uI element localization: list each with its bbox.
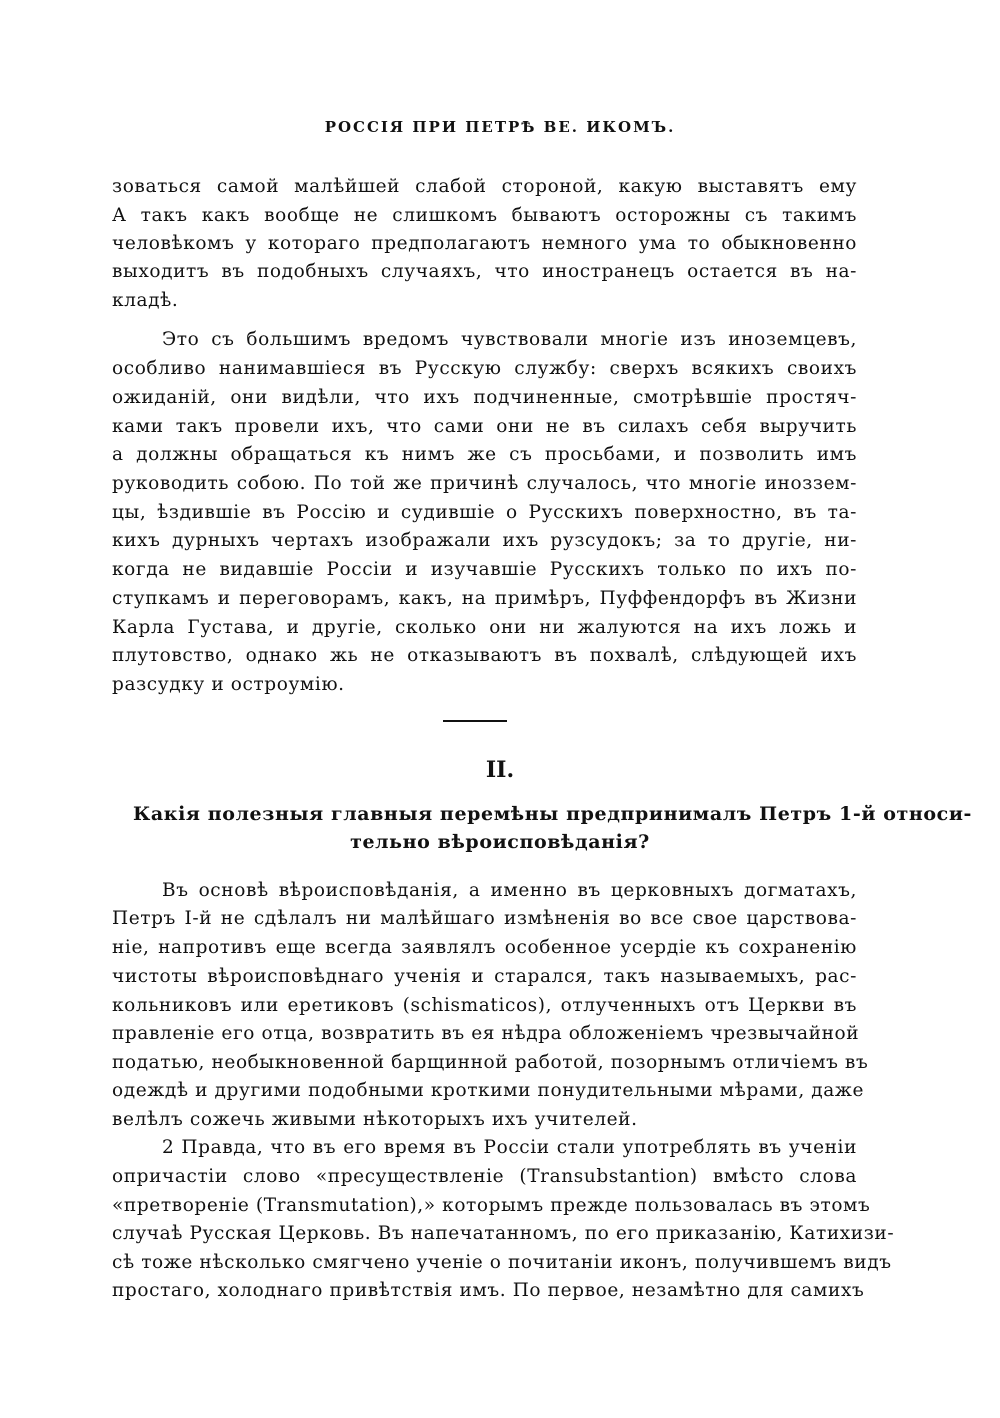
text-line: руководить собою. По той же причинѣ случалось, что многіе иноззем- <box>112 473 857 494</box>
text-line: 2 Правда, что въ его время въ Россіи стали употреблять въ ученіи <box>162 1137 857 1158</box>
text-line: цы, ѣздившіе въ Россію и судившіе о Русскихъ поверхностно, въ та- <box>112 502 857 523</box>
text-line: Петръ І-й не сдѣлалъ ни малѣйшаго измѣненія во все свое царствова- <box>112 908 857 929</box>
text-line: Карла Густава, и другіе, сколько они ни жалуются на ихъ ложь и <box>112 617 857 638</box>
running-header: РОССІЯ ПРИ ПЕТРѢ ВЕ. ИКОМЪ. <box>324 118 676 136</box>
text-line: правленіе его отца, возвратить въ ея нѣдра обложеніемъ чрезвычайной <box>112 1023 860 1044</box>
text-line: особливо нанимавшіеся въ Русскую службу: сверхъ всякихъ своихъ <box>112 358 857 379</box>
section-title-line: Какія полезныя главныя перемѣны предпринималъ Петръ 1-й относи- <box>133 803 973 825</box>
text-line: ожиданій, они видѣли, что ихъ подчиненные, смотрѣвшіе простяч- <box>112 387 857 408</box>
text-line: кихъ дурныхъ чертахъ изображали ихъ рузсудокъ; за то другіе, ни- <box>112 530 857 551</box>
text-line: зоваться самой малѣйшей слабой стороной, какую выставятъ ему <box>112 176 857 197</box>
text-line: кладѣ. <box>112 290 179 311</box>
text-line: податью, необыкновенной барщинной работой, позорнымъ отличіемъ въ <box>112 1052 869 1073</box>
text-line: а должны обращаться къ нимъ же съ просьбами, и позволить имъ <box>112 444 857 465</box>
text-line: ніе, напротивъ еще всегда заявлялъ особенное усердіе къ сохраненію <box>112 937 857 958</box>
text-line: простаго, холоднаго привѣтствія имъ. По первое, незамѣтно для самихъ <box>112 1280 865 1301</box>
text-line: чистоты вѣроисповѣднаго ученія и старался, такъ называемыхъ, рас- <box>112 966 857 987</box>
text-line: плутовство, однако жь не отказываютъ въ похвалѣ, слѣдующей ихъ <box>112 645 857 666</box>
text-line: ками такъ провели ихъ, что сами они не въ силахъ себя выручить <box>112 416 857 437</box>
text-line: опричастіи слово «пресуществленіе (Transubstantion) вмѣсто слова <box>112 1166 857 1187</box>
section-number: II. <box>485 757 515 783</box>
text-line: одеждѣ и другими подобными кроткими понудительными мѣрами, даже <box>112 1080 865 1101</box>
text-line: человѣкомъ у котораго предполагаютъ немного ума то обыкновенно <box>112 233 857 254</box>
text-line: А такъ какъ вообще не слишкомъ бываютъ осторожны съ такимъ <box>112 205 857 226</box>
text-line: когда не видавшіе Россіи и изучавшіе Русскихъ только по ихъ по- <box>112 559 857 580</box>
section-title-line: тельно вѣроисповѣданія? <box>350 831 650 853</box>
text-line: велѣлъ сожечь живыми нѣкоторыхъ ихъ учителей. <box>112 1109 638 1130</box>
text-line: случаѣ Русская Церковь. Въ напечатанномъ, по его приказанію, Катихизи- <box>112 1223 895 1244</box>
text-line: выходитъ въ подобныхъ случаяхъ, что иностранецъ остается въ на- <box>112 261 857 282</box>
text-line: разсудку и остроумію. <box>112 674 345 695</box>
text-line: сѣ тоже нѣсколько смягчено ученіе о почитаніи иконъ, получившемъ видъ <box>112 1252 892 1273</box>
section-divider <box>443 720 507 722</box>
text-line: ступкамъ и переговорамъ, какъ, на примѣръ, Пуффендорфъ въ Жизни <box>112 588 857 609</box>
text-line: «претвореніе (Transmutation),» которымъ прежде пользовалась въ этомъ <box>112 1195 871 1216</box>
text-line: кольниковъ или еретиковъ (schismaticos), отлученныхъ отъ Церкви въ <box>112 995 857 1016</box>
text-line: Это съ большимъ вредомъ чувствовали многіе изъ иноземцевъ, <box>162 329 857 350</box>
text-line: Въ основѣ вѣроисповѣданія, а именно въ церковныхъ догматахъ, <box>162 880 857 901</box>
